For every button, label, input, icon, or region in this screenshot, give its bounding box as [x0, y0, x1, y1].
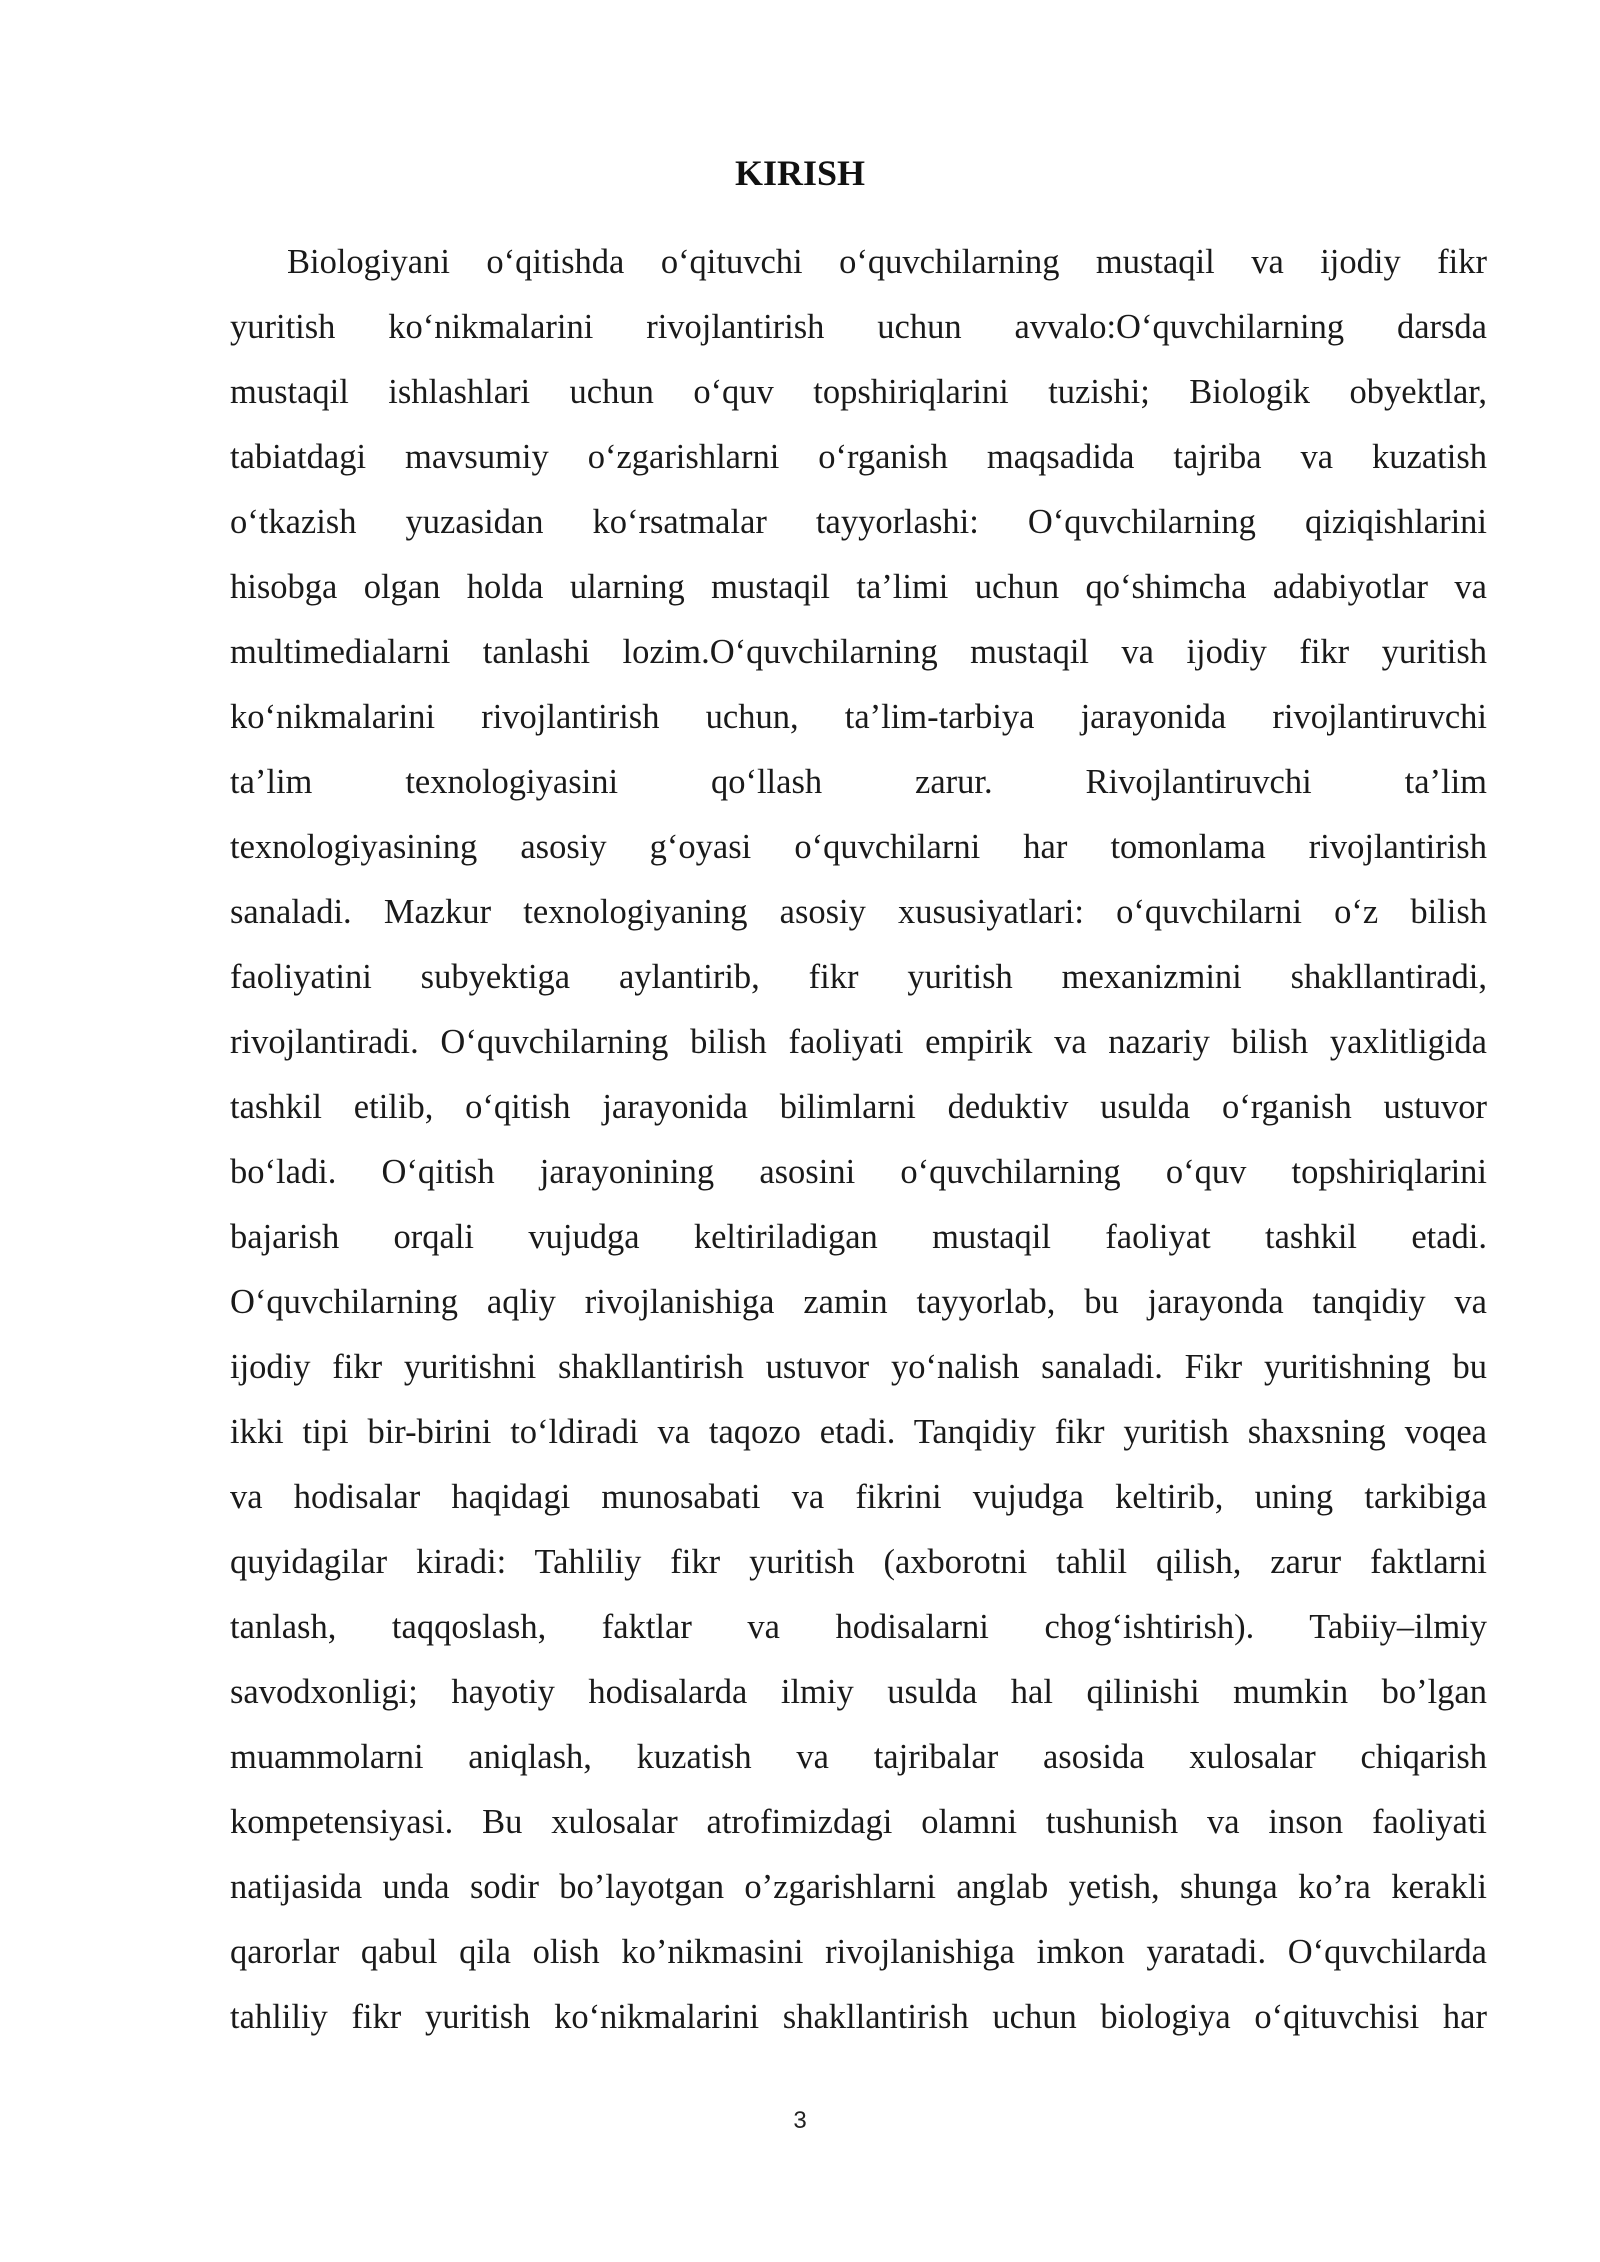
text-line: natijasida unda sodir bo’layotgan o’zgarishlarni anglab yetish, shunga ko’ra kerakli [230, 1868, 1487, 1906]
text-line: ijodiy fikr yuritishni shakllantirish ustuvor yo‘nalish sanaladi. Fikr yuritishning bu [230, 1348, 1487, 1386]
text-line: yuritish ko‘nikmalarini rivojlantirish uchun avvalo:O‘quvchilarning darsda [230, 308, 1487, 346]
text-line: Biologiyani o‘qitishda o‘qituvchi o‘quvchilarning mustaqil va ijodiy fikr [287, 243, 1487, 281]
text-line: muammolarni aniqlash, kuzatish va tajribalar asosida xulosalar chiqarish [230, 1738, 1487, 1776]
text-line: qarorlar qabul qila olish ko’nikmasini rivojlanishiga imkon yaratadi. O‘quvchilarda [230, 1933, 1487, 1971]
text-line: bajarish orqali vujudga keltiriladigan mustaqil faoliyat tashkil etadi. [230, 1218, 1487, 1256]
text-line: ko‘nikmalarini rivojlantirish uchun, ta’lim-tarbiya jarayonida rivojlantiruvchi [230, 698, 1487, 736]
text-line: ta’lim texnologiyasini qo‘llash zarur. Rivojlantiruvchi ta’lim [230, 763, 1487, 801]
body-text [230, 230, 1487, 2050]
text-line: bo‘ladi. O‘qitish jarayonining asosini o‘quvchilarning o‘quv topshiriqlarini [230, 1153, 1487, 1191]
text-line: tanlash, taqqoslash, faktlar va hodisalarni chog‘ishtirish). Tabiiy–ilmiy [230, 1608, 1487, 1646]
text-line: va hodisalar haqidagi munosabati va fikrini vujudga keltirib, uning tarkibiga [230, 1478, 1487, 1516]
text-line: sanaladi. Mazkur texnologiyaning asosiy xususiyatlari: o‘quvchilarni o‘z bilish [230, 893, 1487, 931]
text-line: multimedialarni tanlashi lozim.O‘quvchilarning mustaqil va ijodiy fikr yuritish [230, 633, 1487, 671]
text-line: quyidagilar kiradi: Tahliliy fikr yuritish (axborotni tahlil qilish, zarur faktlarni [230, 1543, 1487, 1581]
text-line: ikki tipi bir-birini to‘ldiradi va taqozo etadi. Tanqidiy fikr yuritish shaxsning voqea [230, 1413, 1487, 1451]
text-line: hisobga olgan holda ularning mustaqil ta’limi uchun qo‘shimcha adabiyotlar va [230, 568, 1487, 606]
page-number: 3 [793, 2107, 807, 2134]
text-line: mustaqil ishlashlari uchun o‘quv topshiriqlarini tuzishi; Biologik obyektlar, [230, 373, 1487, 411]
text-line: savodxonligi; hayotiy hodisalarda ilmiy usulda hal qilinishi mumkin bo’lgan [230, 1673, 1487, 1711]
text-line: o‘tkazish yuzasidan ko‘rsatmalar tayyorlashi: O‘quvchilarning qiziqishlarini [230, 503, 1487, 541]
section-heading: KIRISH [734, 153, 866, 193]
text-line: rivojlantiradi. O‘quvchilarning bilish faoliyati empirik va nazariy bilish yaxlitligida [230, 1023, 1487, 1061]
text-line: kompetensiyasi. Bu xulosalar atrofimizdagi olamni tushunish va inson faoliyati [230, 1803, 1487, 1841]
text-line: tashkil etilib, o‘qitish jarayonida bilimlarni deduktiv usulda o‘rganish ustuvor [230, 1088, 1487, 1126]
text-line: faoliyatini subyektiga aylantirib, fikr yuritish mexanizmini shakllantiradi, [230, 958, 1487, 996]
text-line: tahliliy fikr yuritish ko‘nikmalarini shakllantirish uchun biologiya o‘qituvchisi har [230, 1998, 1487, 2036]
text-line: tabiatdagi mavsumiy o‘zgarishlarni o‘rganish maqsadida tajriba va kuzatish [230, 438, 1487, 476]
text-line: O‘quvchilarning aqliy rivojlanishiga zamin tayyorlab, bu jarayonda tanqidiy va [230, 1283, 1487, 1321]
text-line: texnologiyasining asosiy g‘oyasi o‘quvchilarni har tomonlama rivojlantirish [230, 828, 1487, 866]
